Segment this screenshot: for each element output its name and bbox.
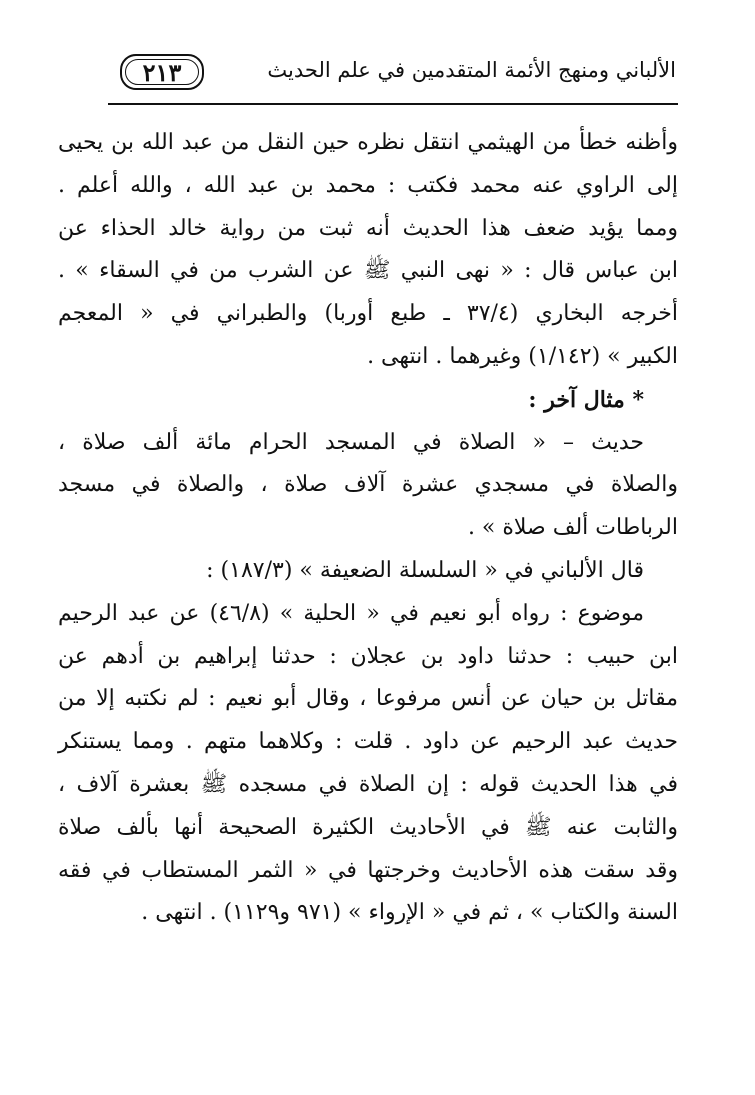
text-line: ومما يؤيد ضعف هذا الحديث أنه ثبت من رواية خالد الحذاء عن [58,215,678,241]
page-number-frame [120,54,204,90]
text-line: وأظنه خطأ من الهيثمي انتقل نظره حين النقل من عبد الله بن يحيى [58,130,678,155]
running-title: الألباني ومنهج الأئمة المتقدمين في علم الحديث [267,58,676,82]
body-text [58,122,678,935]
text-line: أخرجه البخاري (٣٧/٤ ـ طبع أوربا) والطبراني في « المعجم [58,301,678,327]
text-line: والصلاة في مسجدي عشرة آلاف صلاة ، والصلاة في مسجد [58,472,678,498]
text-line: في هذا الحديث قوله : إن الصلاة في مسجده ﷺ بعشرة آلاف ، [58,771,678,797]
text-line: حديث عبد الرحيم عن داود . قلت : وكلاهما متهم . ومما يستنكر [58,729,678,755]
text-line: الكبير » (١/١٤٢) وغيرهما . انتهى . [367,343,678,369]
text-line: قال الألباني في « السلسلة الضعيفة » (١٨٧/٣) : [206,557,644,583]
text-line: وقد سقت هذه الأحاديث وخرجتها في « الثمر المستطاب في فقه [58,857,678,883]
page-number: ٢١٣ [142,57,182,87]
section-heading: * مثال آخر : [528,386,644,413]
text-line: السنة والكتاب » ، ثم في « الإرواء » (٩٧١ و١١٢٩) . انتهى . [141,900,678,926]
text-line: ابن عباس قال : « نهى النبي ﷺ عن الشرب من في السقاء » . [58,258,678,284]
text-line: حديث – « الصلاة في المسجد الحرام مائة ألف صلاة ، [58,429,644,455]
text-line: إلى الراوي عنه محمد فكتب : محمد بن عبد الله ، والله أعلم . [58,172,678,198]
text-line: ابن حبيب : حدثنا داود بن عجلان : حدثنا إبراهيم بن أدهم عن [58,643,678,669]
text-line: مقاتل بن حيان عن أنس مرفوعا ، وقال أبو نعيم : لم نكتبه إلا من [58,686,678,712]
text-line: الرباطات ألف صلاة » . [467,515,678,541]
page-header [110,44,676,104]
text-line: موضوع : رواه أبو نعيم في « الحلية » (٤٦/٨) عن عبد الرحيم [58,600,644,626]
header-rule [108,103,678,105]
text-line: والثابت عنه ﷺ في الأحاديث الكثيرة الصحيحة أنها بألف صلاة [58,814,678,840]
